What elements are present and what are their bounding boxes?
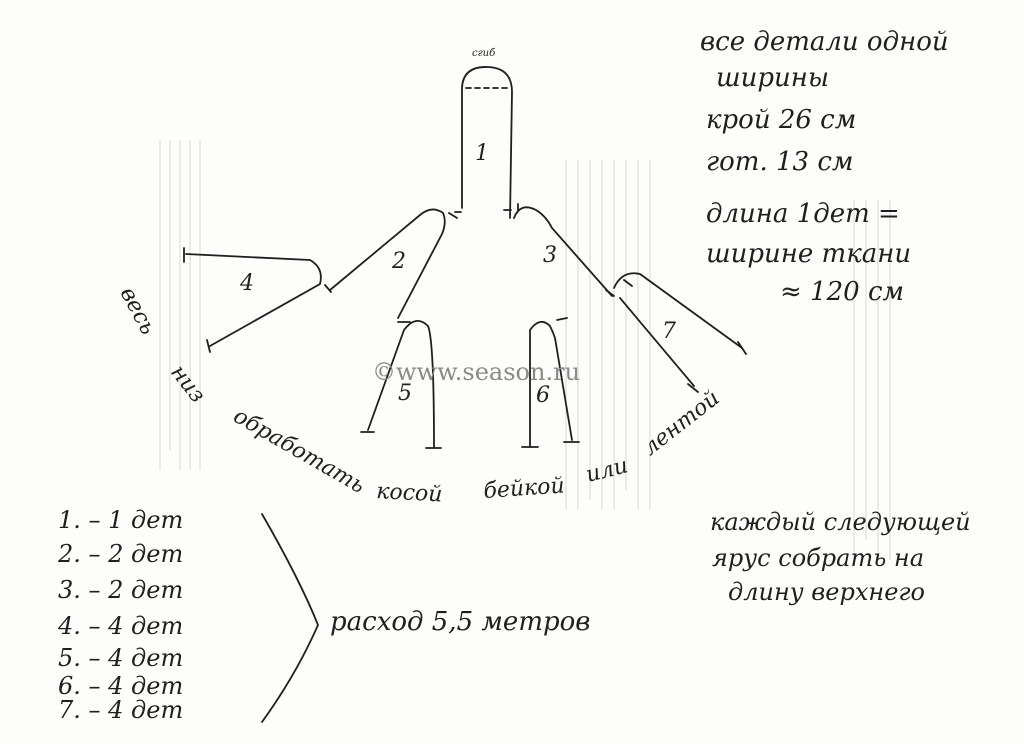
tier-number-5: 5 xyxy=(398,381,412,406)
tier-7-strip xyxy=(614,273,742,386)
tier-2-strip xyxy=(330,209,445,318)
parts-list-item: 6. – 4 дет xyxy=(58,672,184,700)
tier-number-6: 6 xyxy=(536,383,550,408)
gather-line-2: ярус собрать на xyxy=(712,544,925,572)
note-line-5: длина 1дет = xyxy=(706,199,900,229)
parts-list-item: 5. – 4 дет xyxy=(58,644,184,672)
edge-note-word-2: низ xyxy=(165,360,211,408)
note-line-2: ширины xyxy=(716,63,830,93)
edge-note-word-6: или xyxy=(583,453,631,488)
tier-number-2: 2 xyxy=(392,249,406,274)
gather-line-1: каждый следующей xyxy=(710,508,971,536)
edge-note-word-7: лентой xyxy=(638,385,725,461)
tier-strips xyxy=(184,67,746,448)
gather-line-3: длину верхнего xyxy=(728,578,925,606)
note-line-4: гот. 13 см xyxy=(706,147,854,177)
tier-3-strip xyxy=(514,207,612,296)
parts-list xyxy=(57,506,183,724)
parts-bracket xyxy=(262,514,318,722)
gathering-note xyxy=(710,508,971,606)
edge-note-word-4: косой xyxy=(375,479,444,508)
note-line-6: ширине ткани xyxy=(706,239,912,269)
edge-finish-note xyxy=(115,283,725,507)
edge-note-word-3: обработать xyxy=(229,403,370,499)
note-line-3: крой 26 см xyxy=(706,105,857,135)
tier-2-join-marks xyxy=(325,213,457,292)
parts-list-item: 7. – 4 дет xyxy=(58,696,184,724)
note-line-7: ≈ 120 см xyxy=(780,277,905,307)
parts-list-item: 3. – 2 дет xyxy=(58,576,184,604)
parts-list-item: 1. – 1 дет xyxy=(58,506,184,534)
parts-list-item: 4. – 4 дет xyxy=(58,612,184,640)
edge-note-word-5: бейкой xyxy=(482,473,566,504)
watermark: ©www.season.ru xyxy=(372,358,581,386)
edge-note-word-1: весь xyxy=(114,283,161,340)
fold-label: сгиб xyxy=(472,48,496,59)
parts-list-item: 2. – 2 дет xyxy=(58,540,184,568)
tier-4-end-marks xyxy=(184,248,210,352)
tier-1-join-marks xyxy=(455,210,511,212)
width-notes xyxy=(700,27,949,307)
tier-number-7: 7 xyxy=(662,319,676,344)
tier-number-3: 3 xyxy=(543,243,557,268)
tier-number-1: 1 xyxy=(475,141,489,166)
note-line-1: все детали одной xyxy=(700,27,949,57)
fabric-consumption: расход 5,5 метров xyxy=(330,607,591,637)
tier-4-strip xyxy=(186,254,321,346)
tier-number-4: 4 xyxy=(240,271,254,296)
